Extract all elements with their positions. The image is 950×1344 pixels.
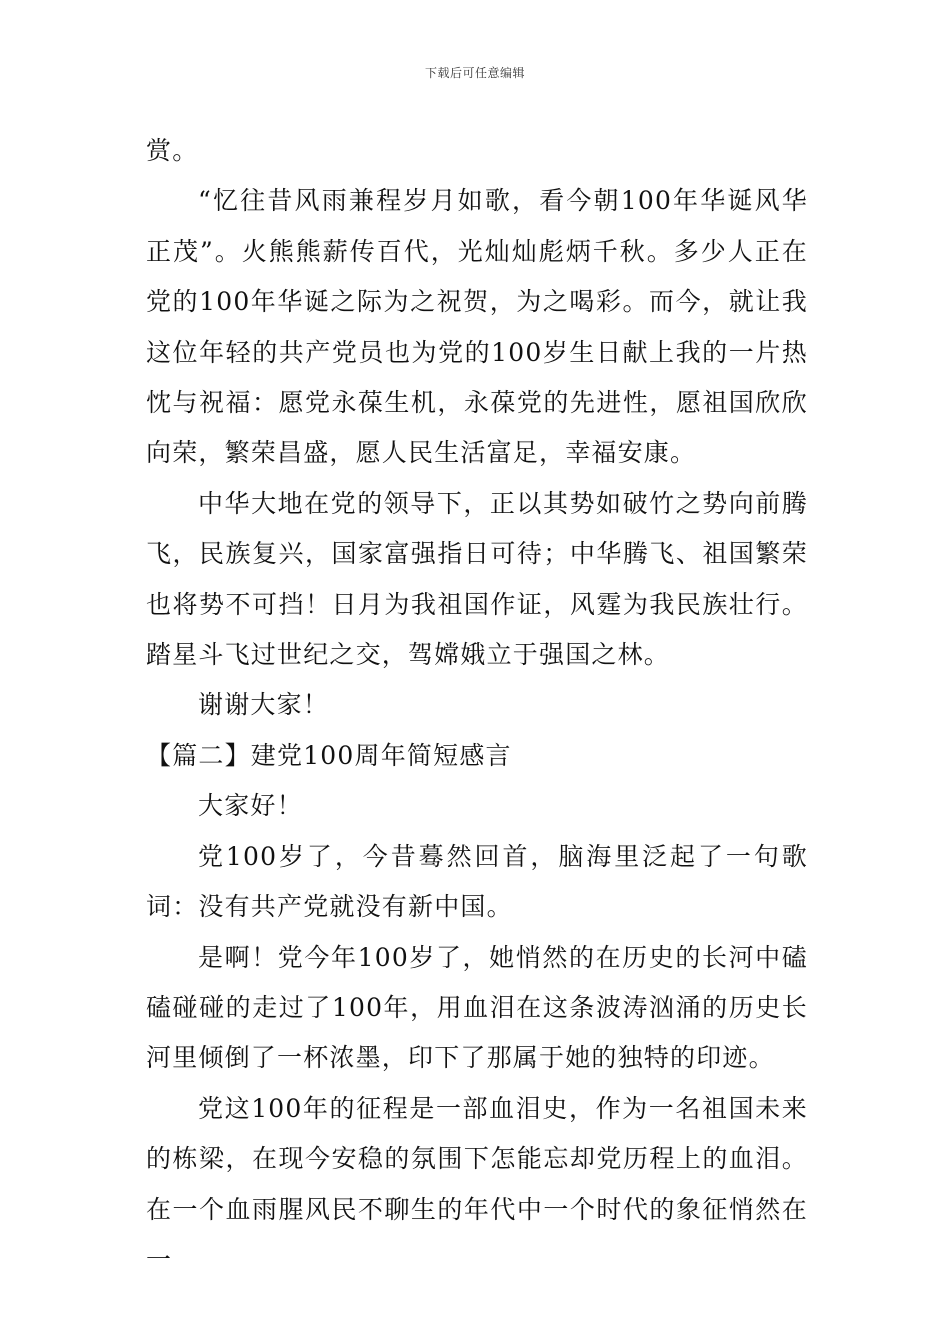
document-body: [146, 126, 808, 1285]
paragraph: 中华大地在党的领导下，正以其势如破竹之势向前腾飞，民族复兴，国家富强指日可待；中华腾飞、祖国繁荣也将势不可挡！日月为我祖国作证，风霆为我民族壮行。踏星斗飞过世纪之交，驾嫦娥立于强国之林。: [146, 488, 808, 670]
paragraph: “忆往昔风雨兼程岁月如歌，看今朝100年华诞风华正茂”。火熊熊薪传百代，光灿灿彪炳千秋。多少人正在党的100年华诞之际为之祝贺，为之喝彩。而今，就让我这位年轻的共产党员也为党的100岁生日献上我的一片热忱与祝福：愿党永葆生机，永葆党的先进性，愿祖国欣欣向荣，繁荣昌盛，愿人民生活富足，幸福安康。: [146, 186, 808, 468]
section-heading: 【篇二】建党100周年简短感言: [146, 740, 512, 770]
paragraph: 党这100年的征程是一部血泪史，作为一名祖国未来的栋梁，在现今安稳的氛围下怎能忘却党历程上的血泪。在一个血雨腥风民不聊生的年代中一个时代的象征悄然在一: [146, 1093, 808, 1274]
paragraph-greeting: 大家好！: [198, 791, 303, 821]
page-header: 下载后可任意编辑: [424, 66, 525, 80]
paragraph-continuation: 赏。: [146, 136, 199, 165]
paragraph-closing: 谢谢大家！: [198, 690, 330, 720]
paragraph: 党100岁了，今昔蓦然回首，脑海里泛起了一句歌词：没有共产党就没有新中国。: [146, 841, 808, 922]
paragraph: 是啊！党今年100岁了，她悄然的在历史的长河中磕磕碰碰的走过了100年，用血泪在这条波涛汹涌的历史长河里倾倒了一杯浓墨，印下了那属于她的独特的印迹。: [146, 942, 808, 1073]
